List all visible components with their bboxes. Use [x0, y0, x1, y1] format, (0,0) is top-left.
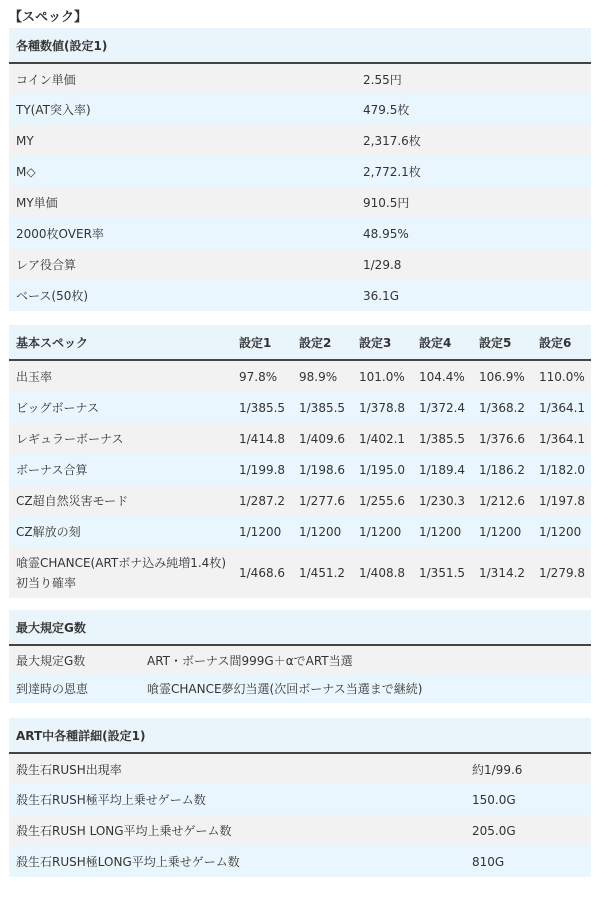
- row-label-line: 初当り確率: [16, 575, 77, 590]
- basic-spec-table: [9, 325, 591, 598]
- cell-value: 1/255.6: [352, 485, 412, 516]
- cell-value: 1/372.4: [412, 392, 472, 423]
- row-value: 48.95%: [356, 218, 591, 249]
- cell-value: 1/287.2: [232, 485, 292, 516]
- row-label: レア役合算: [9, 249, 356, 280]
- row-label: MY: [9, 125, 356, 156]
- cell-value: 1/376.6: [472, 423, 532, 454]
- cell-value: 1/1200: [352, 516, 412, 547]
- row-value: 喰霊CHANCE夢幻当選(次回ボーナス当選まで継続): [140, 674, 591, 703]
- cell-value: 1/414.8: [232, 423, 292, 454]
- table-row: [9, 63, 591, 94]
- row-label: 最大規定G数: [9, 645, 140, 674]
- row-label: 殺生石RUSH極LONG平均上乗せゲーム数: [9, 846, 465, 877]
- table-title: 最大規定G数: [9, 610, 591, 645]
- cell-value: 101.0%: [352, 360, 412, 392]
- row-label: 2000枚OVER率: [9, 218, 356, 249]
- row-label: ボーナス合算: [9, 454, 232, 485]
- cell-value: 1/314.2: [472, 547, 532, 598]
- row-label: 出玉率: [9, 360, 232, 392]
- cell-value: 1/230.3: [412, 485, 472, 516]
- row-value: 約1/99.6: [465, 753, 591, 784]
- row-label: 殺生石RUSH LONG平均上乗せゲーム数: [9, 815, 465, 846]
- row-value: 910.5円: [356, 187, 591, 218]
- row-label: M◇: [9, 156, 356, 187]
- table-title: ART中各種詳細(設定1): [9, 718, 591, 753]
- table-row: [9, 674, 591, 703]
- cell-value: 1/1200: [472, 516, 532, 547]
- table-row: [9, 280, 591, 311]
- row-label: [9, 547, 232, 598]
- cell-value: 1/351.5: [412, 547, 472, 598]
- table-row: [9, 360, 591, 392]
- cell-value: 1/451.2: [292, 547, 352, 598]
- table-row: [9, 187, 591, 218]
- row-value: 479.5枚: [356, 94, 591, 125]
- row-label: ビッグボーナス: [9, 392, 232, 423]
- cell-value: 1/197.8: [532, 485, 591, 516]
- cell-value: 110.0%: [532, 360, 591, 392]
- column-header: 設定2: [292, 325, 352, 360]
- table-title: 各種数値(設定1): [9, 28, 591, 63]
- row-value: 1/29.8: [356, 249, 591, 280]
- row-value: 150.0G: [465, 784, 591, 815]
- table-row: [9, 249, 591, 280]
- cell-value: 1/1200: [232, 516, 292, 547]
- row-value: 2,772.1枚: [356, 156, 591, 187]
- row-label: CZ解放の刻: [9, 516, 232, 547]
- column-header: 設定6: [532, 325, 591, 360]
- table-row: [9, 94, 591, 125]
- cell-value: 1/468.6: [232, 547, 292, 598]
- cell-value: 1/385.5: [292, 392, 352, 423]
- row-value: ART・ボーナス間999G＋αでART当選: [140, 645, 591, 674]
- column-header: 設定1: [232, 325, 292, 360]
- table-row: [9, 392, 591, 423]
- column-header: 設定4: [412, 325, 472, 360]
- settings-values-table: [9, 28, 591, 311]
- table-row: [9, 485, 591, 516]
- max-games-table: [9, 610, 591, 703]
- row-label: CZ超自然災害モード: [9, 485, 232, 516]
- cell-value: 1/1200: [292, 516, 352, 547]
- cell-value: 1/189.4: [412, 454, 472, 485]
- row-value: 810G: [465, 846, 591, 877]
- table-row: [9, 815, 591, 846]
- cell-value: 98.9%: [292, 360, 352, 392]
- table-row: [9, 218, 591, 249]
- cell-value: 1/195.0: [352, 454, 412, 485]
- cell-value: 1/1200: [532, 516, 591, 547]
- cell-value: 1/385.5: [232, 392, 292, 423]
- row-value: 2,317.6枚: [356, 125, 591, 156]
- row-label-line: 喰霊CHANCE(ARTボナ込み純増1.4枚): [16, 555, 227, 570]
- cell-value: 1/364.1: [532, 423, 591, 454]
- row-value: 205.0G: [465, 815, 591, 846]
- cell-value: 1/402.1: [352, 423, 412, 454]
- row-label: MY単価: [9, 187, 356, 218]
- table-row: [9, 516, 591, 547]
- table-row: [9, 784, 591, 815]
- cell-value: 1/1200: [412, 516, 472, 547]
- cell-value: 106.9%: [472, 360, 532, 392]
- row-label: 到達時の恩恵: [9, 674, 140, 703]
- row-label: ベース(50枚): [9, 280, 356, 311]
- table-title: 基本スペック: [9, 325, 232, 360]
- cell-value: 1/409.6: [292, 423, 352, 454]
- cell-value: 1/199.8: [232, 454, 292, 485]
- cell-value: 97.8%: [232, 360, 292, 392]
- art-details-table: [9, 718, 591, 877]
- table-row: [9, 846, 591, 877]
- row-label: TY(AT突入率): [9, 94, 356, 125]
- table-row: [9, 547, 591, 598]
- cell-value: 104.4%: [412, 360, 472, 392]
- cell-value: 1/408.8: [352, 547, 412, 598]
- table-row: [9, 156, 591, 187]
- cell-value: 1/378.8: [352, 392, 412, 423]
- table-row: [9, 645, 591, 674]
- page-title: 【スペック】: [9, 10, 88, 25]
- row-label: 殺生石RUSH極平均上乗せゲーム数: [9, 784, 465, 815]
- table-row: [9, 753, 591, 784]
- table-row: [9, 125, 591, 156]
- cell-value: 1/385.5: [412, 423, 472, 454]
- cell-value: 1/277.6: [292, 485, 352, 516]
- cell-value: 1/182.0: [532, 454, 591, 485]
- row-value: 2.55円: [356, 63, 591, 94]
- cell-value: 1/198.6: [292, 454, 352, 485]
- row-label: レギュラーボーナス: [9, 423, 232, 454]
- table-row: [9, 454, 591, 485]
- cell-value: 1/212.6: [472, 485, 532, 516]
- column-header: 設定3: [352, 325, 412, 360]
- row-value: 36.1G: [356, 280, 591, 311]
- column-header: 設定5: [472, 325, 532, 360]
- cell-value: 1/368.2: [472, 392, 532, 423]
- row-label: コイン単価: [9, 63, 356, 94]
- row-label: 殺生石RUSH出現率: [9, 753, 465, 784]
- table-row: [9, 423, 591, 454]
- cell-value: 1/186.2: [472, 454, 532, 485]
- cell-value: 1/279.8: [532, 547, 591, 598]
- cell-value: 1/364.1: [532, 392, 591, 423]
